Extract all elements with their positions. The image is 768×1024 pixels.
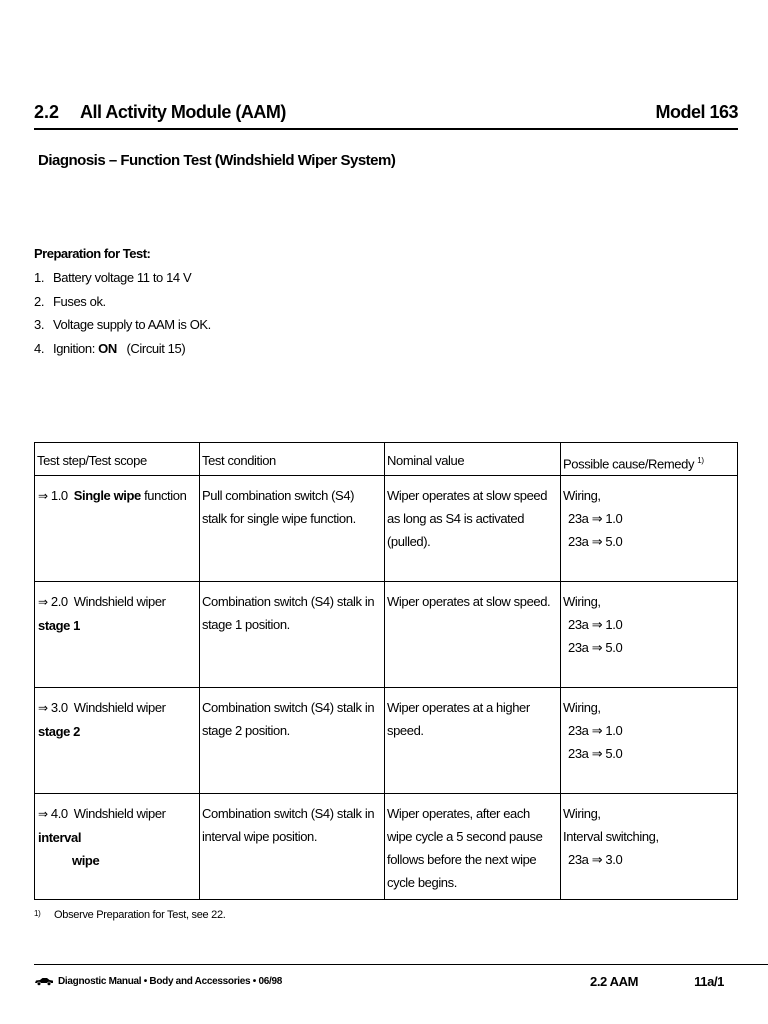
table-row [35,582,738,688]
section-number: 2.2 [34,102,60,122]
cause-cell [561,476,738,582]
cause-cell [561,582,738,688]
ignition-state: ON [98,340,117,356]
cause-line: 23a ⇒ 3.0 [568,852,623,868]
preparation-heading: Preparation for Test: [34,246,151,261]
item-text: Fuses ok. [53,293,106,309]
step-cell [35,582,200,688]
footer-rule [34,964,768,965]
model-label: Model 163 [655,102,738,122]
table-row [35,476,738,582]
condition-cell: Combination switch (S4) stalk in stage 2 position. [200,688,385,794]
arrow-icon: ⇒ [38,595,48,610]
cause-line: Interval switching, [563,829,659,845]
table-header-row [35,443,738,476]
preparation-item [34,293,211,317]
cause-line: Wiring, [563,488,601,504]
step-number: 4.0 [50,806,68,822]
item-text-pre: Ignition: [53,340,99,356]
column-header-condition: Test condition [200,443,385,476]
scope-text: Windshield wiper [73,700,166,716]
page-number: 11a/1 [694,974,724,989]
section-title: All Activity Module (AAM) [80,102,286,122]
nominal-cell: Wiper operates at a higher speed. [385,688,561,794]
scope-bold: interval [38,830,82,846]
scope-bold: Single wipe [73,488,141,504]
preparation-item [34,340,211,364]
condition-cell: Combination switch (S4) stalk in interval wipe position. [200,794,385,900]
preparation-item [34,316,211,340]
page-header [34,100,738,130]
item-number: 1. [34,270,45,285]
arrow-icon: ⇒ [38,701,48,716]
step-cell [35,476,200,582]
item-number: 3. [34,317,45,332]
scope-text: Windshield wiper [73,594,166,610]
scope-bold: stage 2 [38,724,81,740]
scope-bold: stage 1 [38,618,81,634]
scope-bold-continued: wipe [72,853,100,869]
step-number: 2.0 [50,594,68,610]
table-row [35,794,738,900]
column-header-step: Test step/Test scope [35,443,200,476]
arrow-icon: ⇒ [38,489,48,504]
column-header-cause [561,443,738,476]
scope-text: Windshield wiper [73,806,166,822]
item-text: Battery voltage 11 to 14 V [53,270,192,285]
cause-line: 23a ⇒ 1.0 [568,723,623,739]
manual-label: Diagnostic Manual • Body and Accessories • 06/98 [58,976,282,987]
preparation-item [34,269,211,293]
cause-line: Wiring, [563,806,601,822]
nominal-cell: Wiper operates at slow speed as long as S4 is activated (pulled). [385,476,561,582]
condition-cell: Pull combination switch (S4) stalk for single wipe function. [200,476,385,582]
cause-cell [561,688,738,794]
item-text-post: (Circuit 15) [116,340,186,356]
footnote [34,909,226,921]
cause-line: 23a ⇒ 1.0 [568,617,623,633]
item-text: Voltage supply to AAM is OK. [53,317,211,332]
footer-section: 2.2 AAM [590,974,639,989]
footnote-ref: 1) [697,456,704,465]
step-cell [35,794,200,900]
item-number: 4. [34,340,45,356]
car-icon [34,977,54,986]
cause-cell [561,794,738,900]
step-number: 1.0 [50,488,68,504]
cause-header-text: Possible cause/Remedy [563,456,695,472]
cause-line: Wiring, [563,594,601,610]
cause-line: Wiring, [563,700,601,716]
condition-cell: Combination switch (S4) stalk in stage 1 position. [200,582,385,688]
column-header-nominal: Nominal value [385,443,561,476]
cause-line: 23a ⇒ 1.0 [568,511,623,527]
table-row [35,688,738,794]
nominal-cell: Wiper operates at slow speed. [385,582,561,688]
nominal-cell: Wiper operates, after each wipe cycle a 5 second pause follows before the next wipe cycle begins. [385,794,561,900]
arrow-icon: ⇒ [38,807,48,822]
step-cell [35,688,200,794]
page-subtitle: Diagnosis – Function Test (Windshield Wiper System) [38,152,396,169]
test-table [34,442,738,900]
footer-manual [34,976,282,987]
step-number: 3.0 [50,700,68,716]
cause-line: 23a ⇒ 5.0 [568,640,623,656]
cause-line: 23a ⇒ 5.0 [568,534,623,550]
scope-text-post: function [140,488,187,504]
footnote-mark: 1) [34,909,41,918]
item-number: 2. [34,293,45,309]
footnote-text: Observe Preparation for Test, see 22. [54,909,226,921]
preparation-list [34,269,211,363]
cause-line: 23a ⇒ 5.0 [568,746,623,762]
